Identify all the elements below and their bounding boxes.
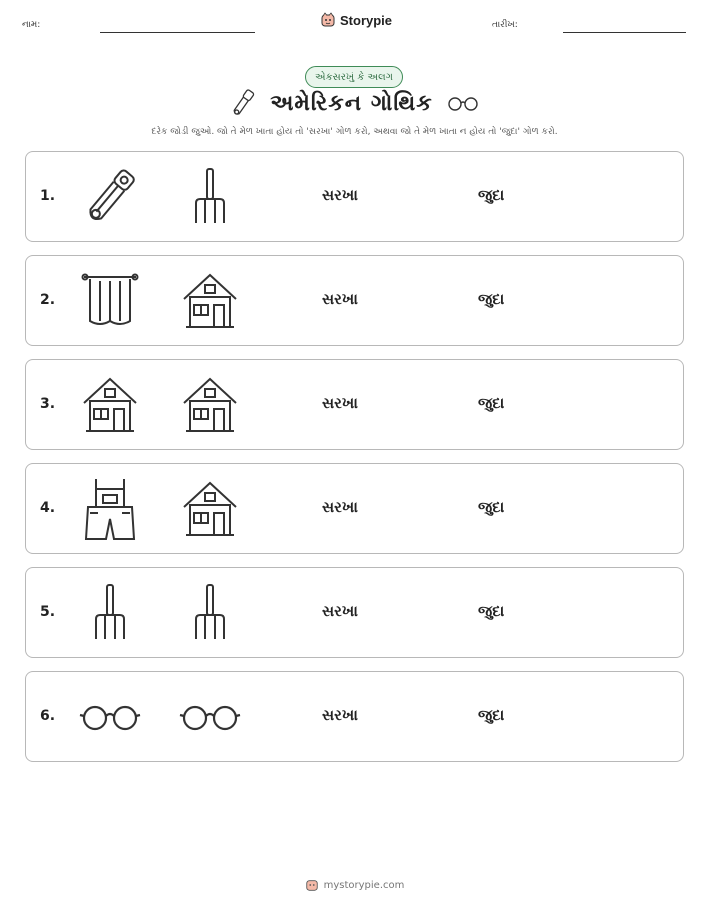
question-row xyxy=(25,567,684,658)
footer-url[interactable]: mystorypie.com xyxy=(323,879,405,891)
date-field-line[interactable] xyxy=(563,32,686,33)
safety-pin-icon xyxy=(230,88,256,118)
house-icon xyxy=(178,373,242,437)
different-option[interactable]: જુદા xyxy=(478,498,505,516)
same-option[interactable]: સરખા xyxy=(322,498,358,516)
house-icon xyxy=(178,477,242,541)
pitchfork-icon xyxy=(78,581,142,645)
different-option[interactable]: જુદા xyxy=(478,290,505,308)
safety-pin-icon xyxy=(78,165,142,229)
date-label: તારીખ: xyxy=(492,20,518,30)
house-icon xyxy=(78,373,142,437)
row-number: 6. xyxy=(40,708,56,724)
row-number: 3. xyxy=(40,396,56,412)
row-number: 5. xyxy=(40,604,56,620)
different-option[interactable]: જુદા xyxy=(478,602,505,620)
footer xyxy=(0,878,709,892)
question-row xyxy=(25,671,684,762)
same-option[interactable]: સરખા xyxy=(322,290,358,308)
row-number: 1. xyxy=(40,188,56,204)
page-title: અમેરિકન ગોથિક xyxy=(270,90,433,116)
different-option[interactable]: જુદા xyxy=(478,394,505,412)
different-option[interactable]: જુદા xyxy=(478,186,505,204)
glasses-icon xyxy=(447,94,479,112)
same-option[interactable]: સરખા xyxy=(322,706,358,724)
brand-logo xyxy=(320,12,392,28)
question-row xyxy=(25,151,684,242)
storypie-mascot-icon xyxy=(305,878,319,892)
pitchfork-icon xyxy=(178,581,242,645)
name-label: નામ: xyxy=(22,20,41,30)
brand-name: Storypie xyxy=(340,12,393,28)
house-icon xyxy=(178,269,242,333)
glasses-icon xyxy=(78,685,142,749)
storypie-mascot-icon xyxy=(320,12,336,28)
same-option[interactable]: સરખા xyxy=(322,186,358,204)
instructions: દરેક જોડી જુઓ. જો તે મેળ ખાતા હોય તો 'સરખા' ગોળ કરો, અથવા જો તે મેળ ખાતા ન હોય તો 'જુદા' ગોળ કરો. xyxy=(151,127,558,137)
row-number: 2. xyxy=(40,292,56,308)
glasses-icon xyxy=(178,685,242,749)
question-row xyxy=(25,255,684,346)
curtain-icon xyxy=(78,269,142,333)
activity-badge: એકસરખું કે અલગ xyxy=(305,66,403,88)
same-option[interactable]: સરખા xyxy=(322,602,358,620)
question-row xyxy=(25,463,684,554)
pitchfork-icon xyxy=(178,165,242,229)
question-row xyxy=(25,359,684,450)
row-number: 4. xyxy=(40,500,56,516)
overalls-icon xyxy=(78,477,142,541)
name-field-line[interactable] xyxy=(100,32,255,33)
title-row xyxy=(0,88,709,118)
same-option[interactable]: સરખા xyxy=(322,394,358,412)
different-option[interactable]: જુદા xyxy=(478,706,505,724)
